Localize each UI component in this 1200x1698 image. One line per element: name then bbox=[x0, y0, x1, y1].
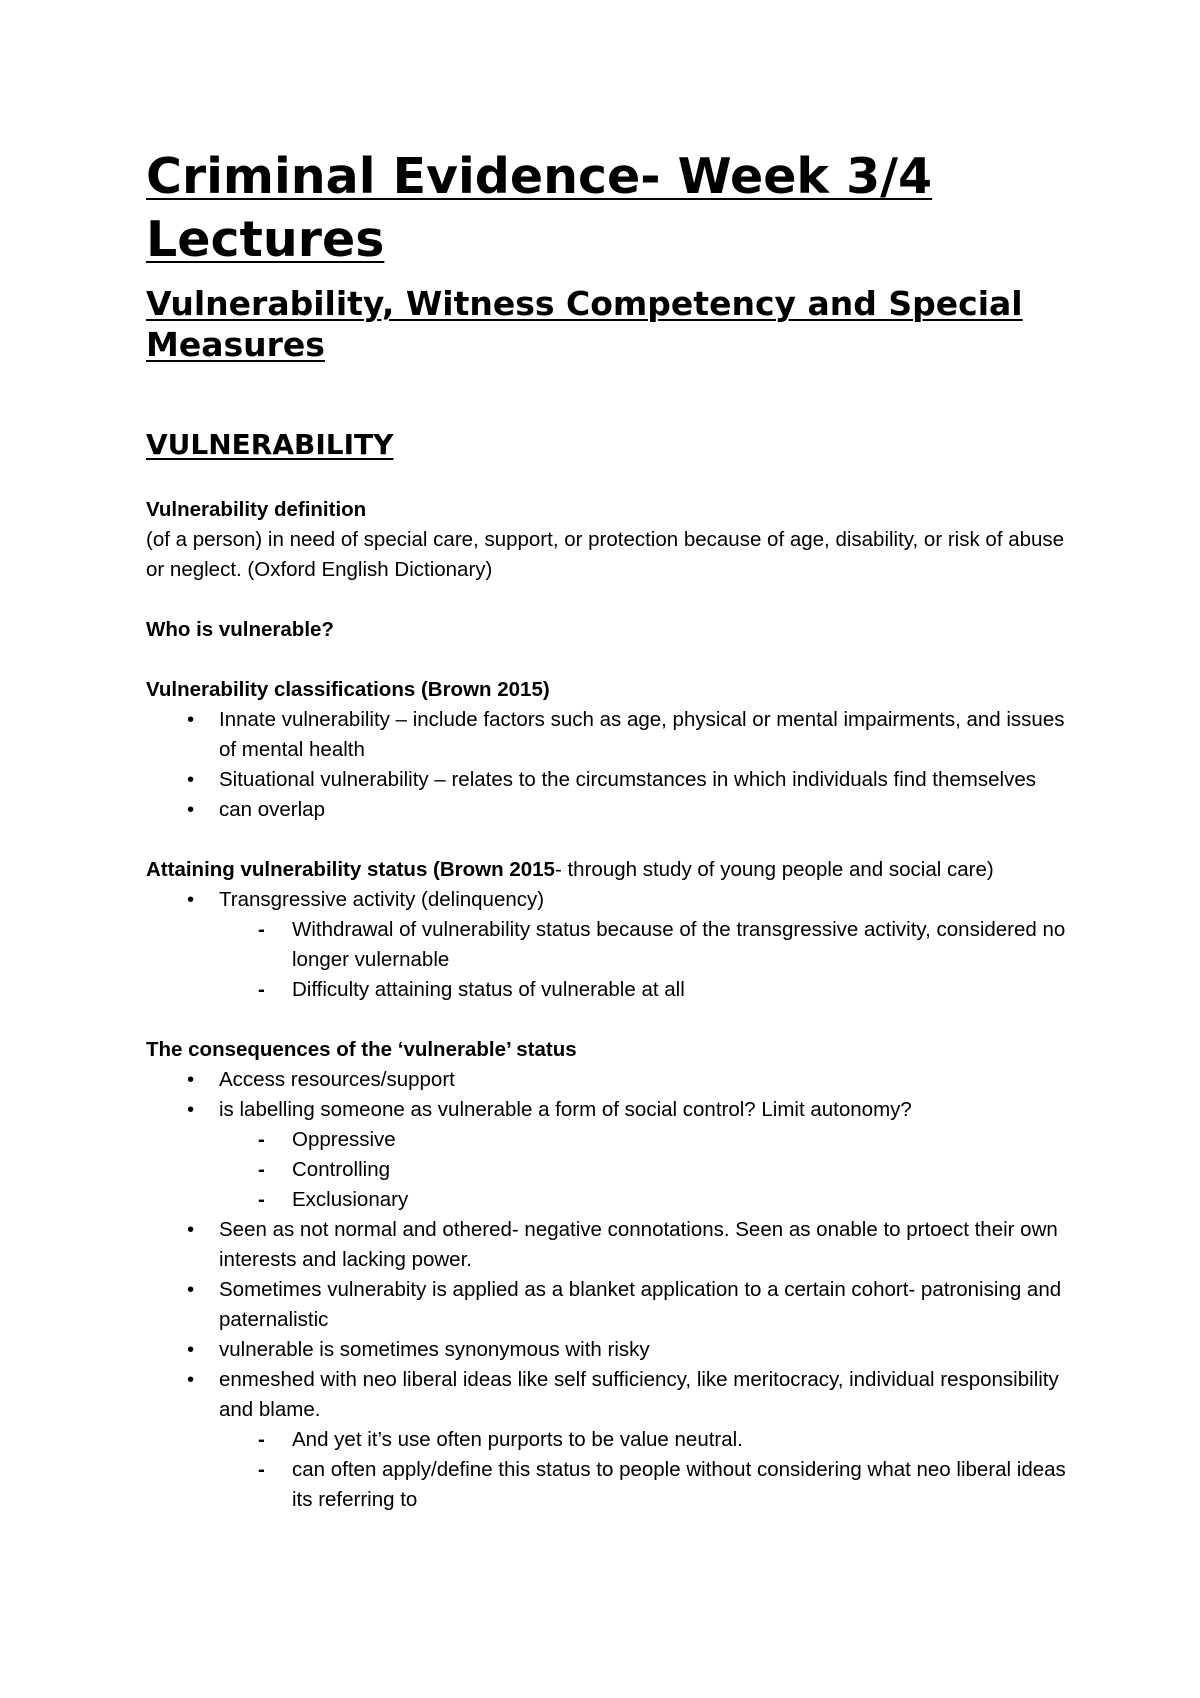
list-item: • Situational vulnerability – relates to the circumstances in which individuals find themselves bbox=[146, 765, 1076, 795]
definition-text: (of a person) in need of special care, support, or protection because of age, disability, or risk of abuse or neglect. (Oxford English Dictionary) bbox=[146, 528, 1065, 581]
sub-list-item: - Exclusionary bbox=[146, 1185, 1076, 1215]
document-body bbox=[146, 145, 1076, 1515]
who-heading: Who is vulnerable? bbox=[146, 618, 334, 641]
list-item: • is labelling someone as vulnerable a form of social control? Limit autonomy? bbox=[146, 1095, 1076, 1125]
attaining-heading bbox=[146, 855, 1076, 885]
consequences-list bbox=[146, 1065, 1076, 1125]
sub-list-item: - can often apply/define this status to people without considering what neo liberal ideas its referring to bbox=[146, 1455, 1076, 1515]
classifications-heading: Vulnerability classifications (Brown 2015) bbox=[146, 678, 550, 701]
consequences-sublist bbox=[146, 1125, 1076, 1215]
sub-list-item: - Oppressive bbox=[146, 1125, 1076, 1155]
spacer bbox=[146, 1005, 1076, 1035]
list-item: • Innate vulnerability – include factors such as age, physical or mental impairments, and issues of mental health bbox=[146, 705, 1076, 765]
sub-list-item: - Controlling bbox=[146, 1155, 1076, 1185]
sub-list-item: - Difficulty attaining status of vulnerable at all bbox=[146, 975, 1076, 1005]
list-item: • can overlap bbox=[146, 795, 1076, 825]
list-item: • Seen as not normal and othered- negative connotations. Seen as onable to prtoect their own interests and lacking power. bbox=[146, 1215, 1076, 1275]
definition-heading: Vulnerability definition bbox=[146, 498, 367, 521]
list-item: • enmeshed with neo liberal ideas like self sufficiency, like meritocracy, individual responsibility and blame. bbox=[146, 1365, 1076, 1425]
spacer bbox=[146, 645, 1076, 675]
list-item: • Access resources/support bbox=[146, 1065, 1076, 1095]
document-title: Criminal Evidence- Week 3/4 Lectures bbox=[146, 148, 933, 268]
spacer bbox=[146, 825, 1076, 855]
consequences-list-continued bbox=[146, 1215, 1076, 1425]
attaining-heading-note: - through study of young people and social care) bbox=[554, 858, 994, 881]
list-item: • Transgressive activity (delinquency) bbox=[146, 885, 1076, 915]
list-item: • vulnerable is sometimes synonymous with risky bbox=[146, 1335, 1076, 1365]
spacer bbox=[146, 585, 1076, 615]
notes-block bbox=[146, 495, 1076, 1515]
attaining-list bbox=[146, 885, 1076, 915]
consequences-sublist-2 bbox=[146, 1425, 1076, 1515]
list-item: • Sometimes vulnerabity is applied as a blanket application to a certain cohort- patronising and paternalistic bbox=[146, 1275, 1076, 1335]
attaining-sublist bbox=[146, 915, 1076, 1005]
sub-list-item: - Withdrawal of vulnerability status because of the transgressive activity, considered no longer vulernable bbox=[146, 915, 1076, 975]
section-heading-vulnerability: VULNERABILITY bbox=[146, 428, 394, 461]
attaining-heading-citation: (Brown 2015 bbox=[427, 858, 555, 881]
classifications-list bbox=[146, 705, 1076, 825]
consequences-heading: The consequences of the ‘vulnerable’ status bbox=[146, 1038, 577, 1061]
sub-list-item: - And yet it’s use often purports to be value neutral. bbox=[146, 1425, 1076, 1455]
attaining-heading-bold: Attaining vulnerability status bbox=[146, 858, 428, 881]
document-subtitle: Vulnerability, Witness Competency and Special Measures bbox=[146, 284, 1023, 364]
